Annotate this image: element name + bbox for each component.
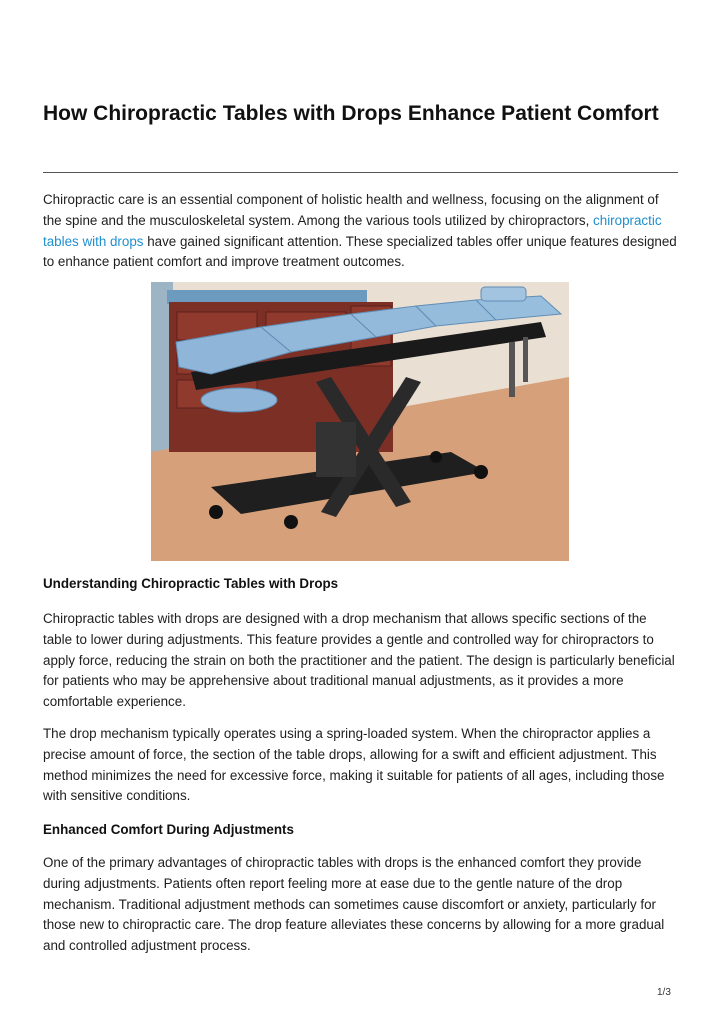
section-2-paragraph-1: One of the primary advantages of chiropractic tables with drops is the enhanced comfort they provide during adjustments. Patients often report feeling more at ease due to the gentle nature of the drop mechanism. Traditional adjustment methods can sometimes cause discomfort or anxiety, particularly for those new to chiropractic care. The drop feature alleviates these concerns by allowing for a more gradual and controlled adjustment process. [43, 855, 665, 954]
section-1-paragraph-2: The drop mechanism typically operates using a spring-loaded system. When the chiropractor applies a precise amount of force, the section of the table drops, allowing for a swift and efficient adjustment. This method minimizes the need for excessive force, making it suitable for patients of all ages, including those with sensitive conditions. [43, 726, 665, 804]
intro-text-before-link: Chiropractic care is an essential component of holistic health and wellness, focusing on the alignment of the spine and the musculoskeletal system. Among the various tools utilized by chiropractors, [43, 192, 659, 228]
intro-paragraph [43, 190, 678, 273]
article-title: How Chiropractic Tables with Drops Enhance Patient Comfort [43, 102, 659, 125]
intro-text-after-link: have gained significant attention. These specialized tables offer unique features designed to enhance patient comfort and improve treatment outcomes. [43, 233, 677, 270]
title-divider [43, 172, 678, 173]
section-1-paragraph-1: Chiropractic tables with drops are designed with a drop mechanism that allows specific sections of the table to lower during adjustments. This feature provides a gentle and controlled way for chiropractors to apply force, reducing the strain on both the practitioner and the patient. The design is particularly beneficial for patients who may be apprehensive about traditional manual adjustments, as it provides a more comfortable experience. [43, 611, 675, 710]
chiropractic-tables-link[interactable]: chiropractic tables with drops [43, 212, 662, 249]
section-heading-understanding: Understanding Chiropractic Tables with Drops [43, 576, 339, 591]
section-heading-enhanced-comfort: Enhanced Comfort During Adjustments [43, 822, 294, 837]
chiropractic-table-photo [151, 282, 569, 561]
page-number: 1/3 [657, 987, 671, 998]
